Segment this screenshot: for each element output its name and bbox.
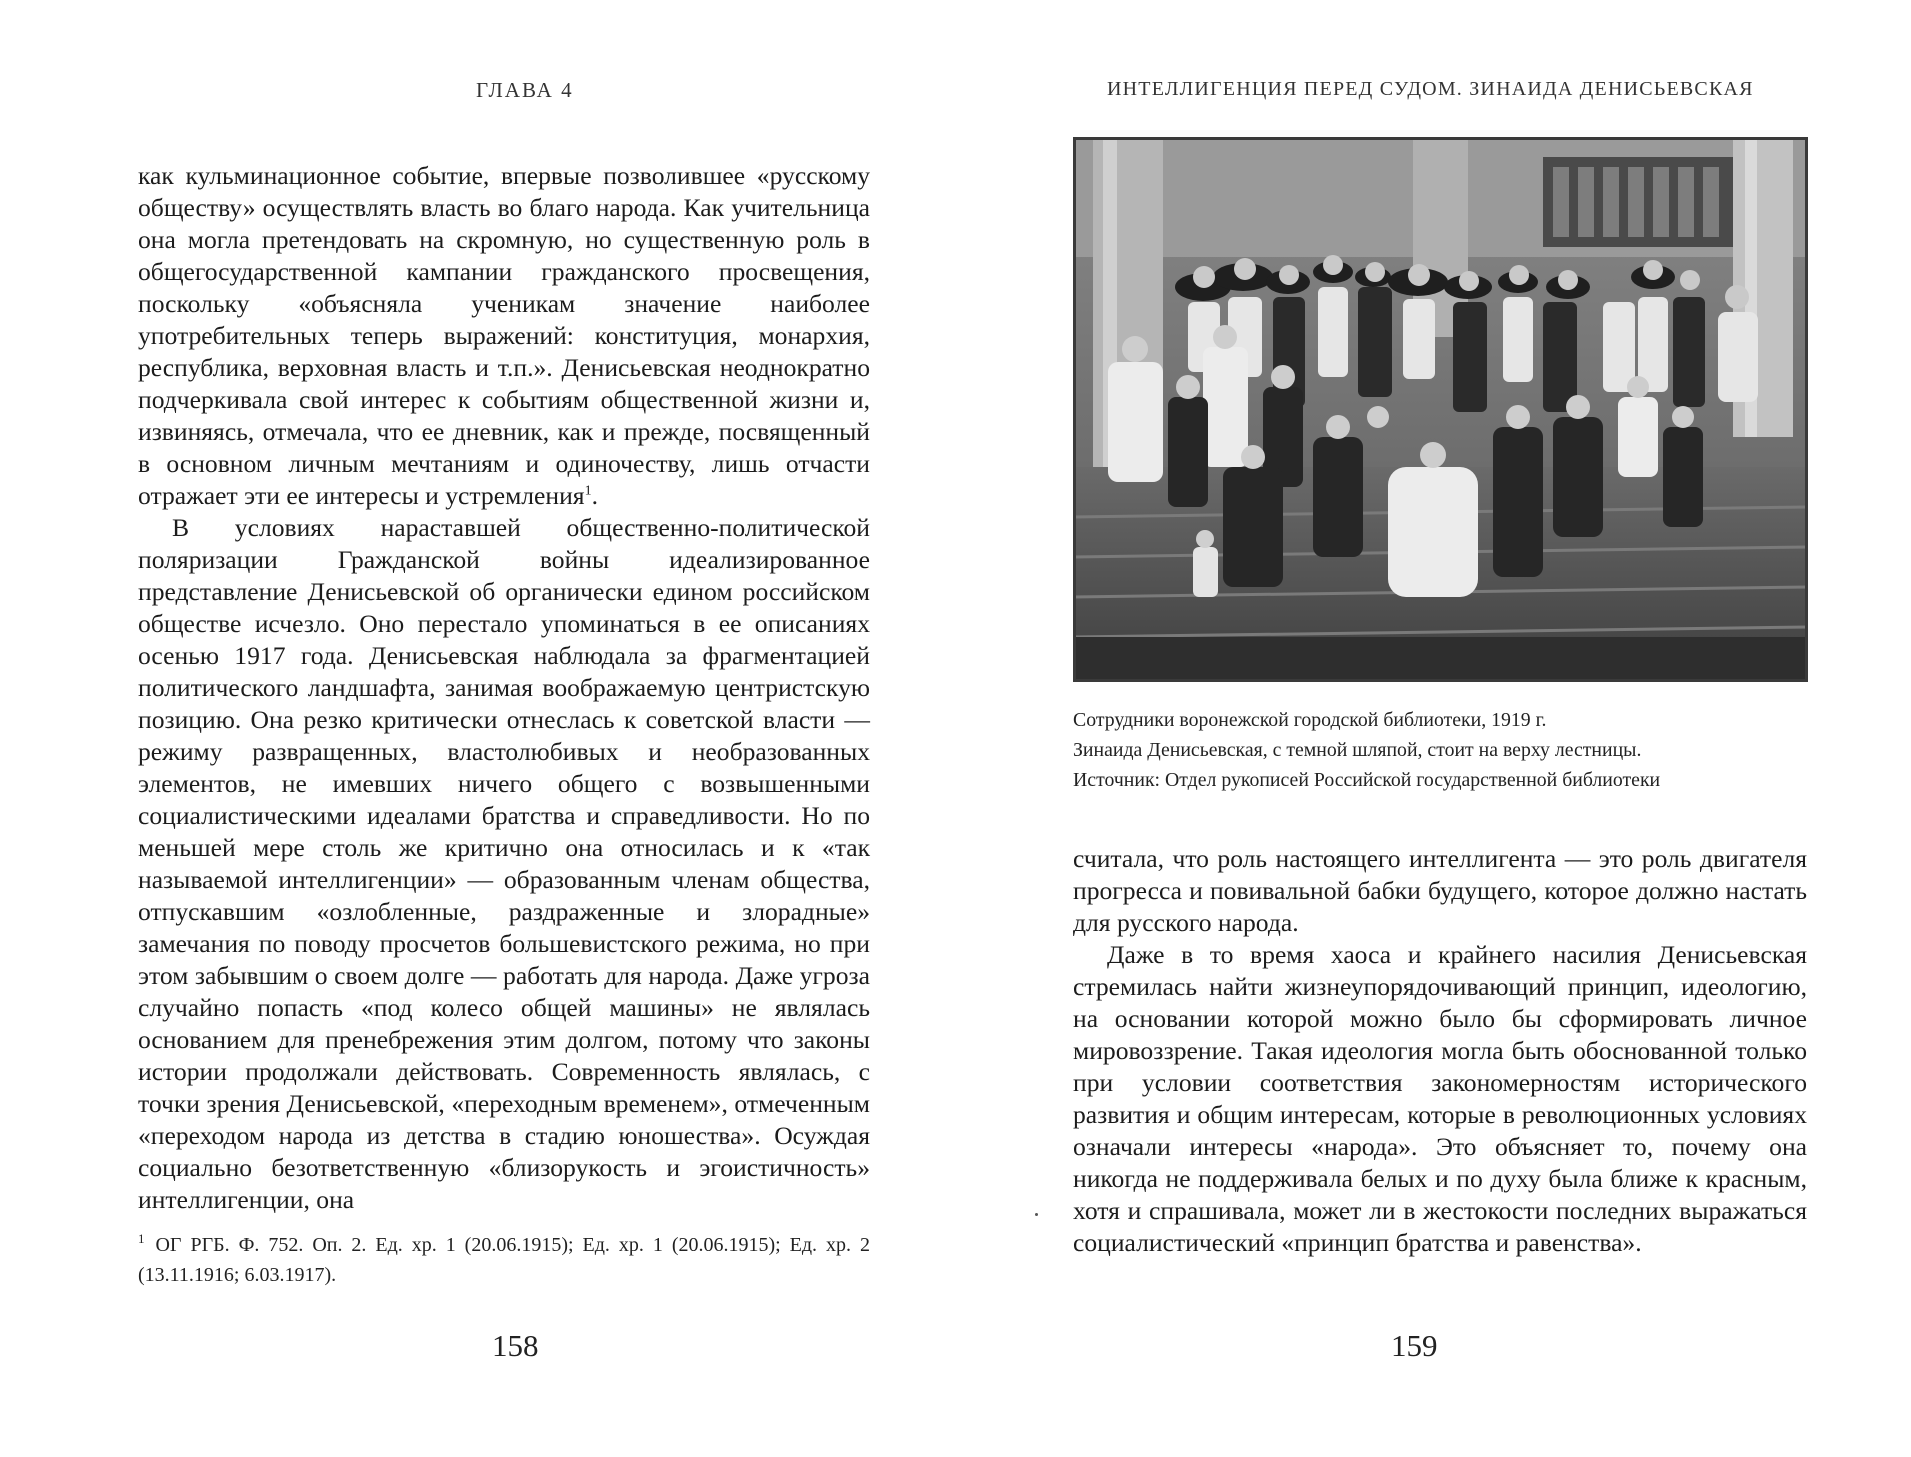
photo-caption <box>1073 705 1833 795</box>
paragraph-text: как кульминационное событие, впервые позволившее «русскому обществу» осуществлять власть во благо народа. Как учительница она могла претендовать на скромную, но существенную роль в общегосударственной кампании гражданского просвещения, поскольку «объясняла ученикам значение наиболее употребительных теперь выражений: конституция, монархия, республика, верховная власть и т.п.». Денисьевская неоднократно подчеркивала свой интерес к событиям общественной жизни и, извиняясь, отмечала, что ее дневник, как и прежде, посвященный в основном личным мечтаниям и одиночеству, лишь отчасти отражает эти ее интересы и устремления <box>138 161 870 510</box>
body-text-right <box>1073 843 1807 1259</box>
page-number-left: 158 <box>492 1328 539 1363</box>
left-page <box>0 0 955 1457</box>
footnote-text: ОГ РГБ. Ф. 752. Оп. 2. Ед. хр. 1 (20.06.1915); Ед. хр. 1 (20.06.1915); Ед. хр. 2 (13.11.1916; 6.03.1917). <box>138 1234 870 1286</box>
caption-line: Источник: Отдел рукописей Российской государственной библиотеки <box>1073 769 1661 791</box>
page-number-right: 159 <box>1391 1328 1438 1363</box>
running-head-left: ГЛАВА 4 <box>476 78 574 102</box>
caption-line: Зинаида Денисьевская, с темной шляпой, стоит на верху лестницы. <box>1073 739 1642 761</box>
running-head-right: ИНТЕЛЛИГЕНЦИЯ ПЕРЕД СУДОМ. ЗИНАИДА ДЕНИСЬЕВСКАЯ <box>1107 78 1754 100</box>
paragraph-text: считала, что роль настоящего интеллигента — это роль двигателя прогресса и повивальной бабки будущего, которое должно настать для русского народа. <box>1073 844 1807 937</box>
footnote-reference[interactable]: 1 <box>584 483 592 499</box>
paragraph-text: Даже в то время хаоса и крайнего насилия Денисьевская стремилась найти жизнеупорядочивающий принцип, идеологию, на основании которой можно было бы сформировать личное мировоззрение. Такая идеология могла быть обоснованной только при условии соответствия закономерностям исторического развития и общим интересам, которые в революционных условиях означали интересы «народа». Это объясняет то, почему она никогда не поддерживала белых и по духу была ближе к красным, хотя и спрашивала, может ли в жестокости последних выражаться социалистический «принцип братства и равенства». <box>1073 940 1807 1257</box>
group-photograph <box>1073 137 1808 682</box>
paragraph-text: В условиях нараставшей общественно-политической поляризации Гражданской войны идеализированное представление Денисьевской об органически едином российском обществе исчезло. Оно перестало упоминаться в ее описаниях осенью 1917 года. Денисьевская наблюдала за фрагментацией политического ландшафта, занимая воображаемую центристскую позицию. Она резко критически отнеслась к советской власти — режиму развращенных, властолюбивых и необразованных элементов, не имевших ничего общего с возвышенными социалистическими идеалами братства и справедливости. Но по меньшей мере столь же критично она относилась и к «так называемой интеллигенции» — образованным членам общества, отпускавшим «озлобленные, раздраженные и злорадные» замечания по поводу просчетов большевистского режима, но при этом забывшим о своем долге — работать для народа. Даже угроза случайно попасть «под колесо общей машины» не являлась основанием для пренебрежения этим долгом, потому что законы истории продолжали действовать. Современность являлась, с точки зрения Денисьевской, «переходным временем», отмеченным «переходом народа из детства в стадию юношества». Осуждая социально безответственную «близорукость и эгоистичность» интеллигенции, она <box>138 513 870 1214</box>
photo-illustration <box>1073 137 1808 682</box>
paragraph <box>138 512 870 1216</box>
paragraph <box>1073 939 1807 1259</box>
caption-line: Сотрудники воронежской городской библиотеки, 1919 г. <box>1073 709 1547 731</box>
print-speck <box>1035 1213 1038 1216</box>
body-text-left <box>138 160 870 1216</box>
paragraph <box>1073 843 1807 939</box>
footnote <box>138 1230 870 1290</box>
footnote-number: 1 <box>138 1231 145 1247</box>
right-page <box>955 0 1911 1457</box>
paragraph: как кульминационное событие, впервые позволившее «русскому обществу» осуществлять власть во благо народа. Как учительница она могла претендовать на скромную, но существенную роль в общегосударственной кампании гражданского просвещения, поскольку «объясняла ученикам значение наиболее употребительных теперь выражений: конституция, монархия, республика, верховная власть и т.п.». Денисьевская неоднократно подчеркивала свой интерес к событиям общественной жизни и, извиняясь, отмечала, что ее дневник, как и прежде, посвященный в основном личным мечтаниям и одиночеству, лишь отчасти отражает эти ее интересы и устремления$^1$. <box>138 161 870 510</box>
